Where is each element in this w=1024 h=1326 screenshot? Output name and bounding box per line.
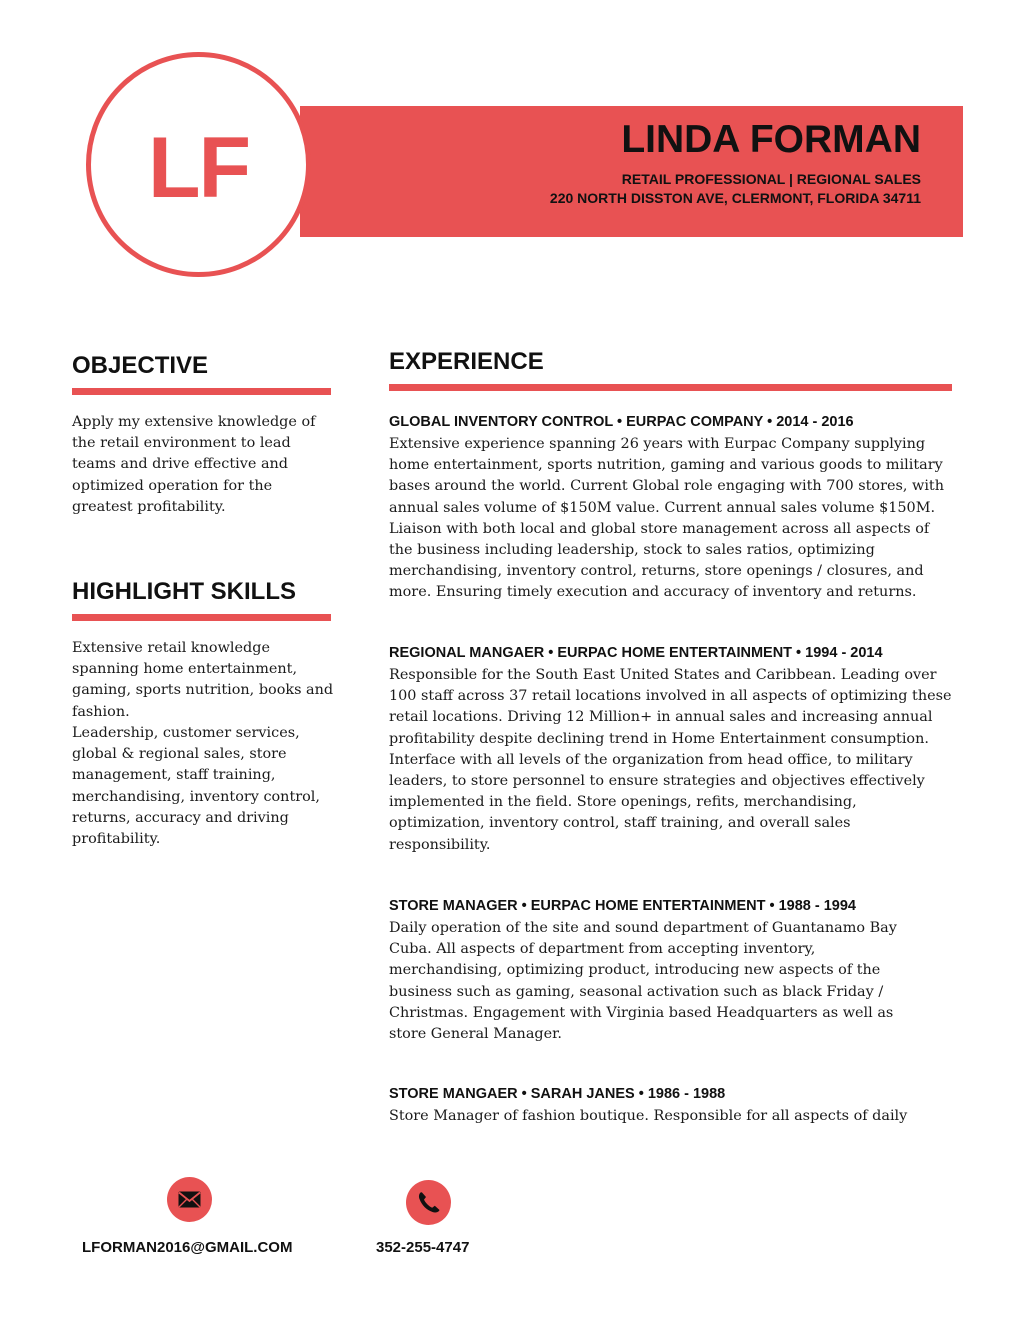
skills-heading: HIGHLIGHT SKILLS: [72, 578, 296, 605]
monogram-initials: LF: [147, 120, 250, 216]
objective-rule: [72, 388, 331, 395]
job-title-4: STORE MANGAER • SARAH JANES • 1986 - 1988: [389, 1086, 726, 1102]
professional-tagline: RETAIL PROFESSIONAL | REGIONAL SALES: [621, 171, 921, 187]
objective-heading: OBJECTIVE: [72, 352, 209, 379]
address: 220 NORTH DISSTON AVE, CLERMONT, FLORIDA 34711: [549, 190, 921, 206]
skills-text-1: Extensive retail knowledge spanning home entertainment, gaming, sports nutrition, books and fashion.: [72, 640, 334, 720]
candidate-name: LINDA FORMAN: [621, 118, 921, 161]
skills-rule: [72, 614, 331, 621]
job-title-3: STORE MANAGER • EURPAC HOME ENTERTAINMENT • 1988 - 1994: [389, 898, 856, 914]
job-title-1: GLOBAL INVENTORY CONTROL • EURPAC COMPANY • 2014 - 2016: [389, 414, 854, 430]
phone-number[interactable]: 352-255-4747: [376, 1239, 470, 1256]
objective-text: Apply my extensive knowledge of the retail environment to lead teams and drive effective and optimized operation for the greatest profitability.: [72, 414, 316, 515]
skills-text-2: Leadership, customer services, global & regional sales, store management, staff training, merchandising, inventory control, returns, accuracy and driving profitability.: [72, 725, 320, 848]
job-description-1: Extensive experience spanning 26 years with Eurpac Company supplying home entertainment, sports nutrition, gaming and various goods to military bases around the world. Current Global role engaging with 700 stores, with annual sales volume of $150M value. Current annual sales volume $150M. Liaison with both local and global store management across all aspects of the business including leadership, stock to sales ratios, optimizing merchandising, inventory control, returns, store openings / closures, and more. Ensuring timely execution and accuracy of inventory and returns.: [389, 436, 944, 601]
email-icon: [167, 1177, 212, 1222]
job-description-2: Responsible for the South East United States and Caribbean. Leading over 100 staff across 37 retail locations involved in all aspects of optimizing these retail locations. Driving 12 Million+ in annual sales and increasing annual profitability despite declining trend in Home Entertainment consumption. Interface with all levels of the organization from head office, to military leaders, to store personnel to ensure strategies and objectives effectively implemented in the field. Store openings, refits, merchandising, optimization, inventory control, staff training, and overall sales responsibility.: [389, 667, 952, 853]
email-address[interactable]: LFORMAN2016@GMAIL.COM: [82, 1239, 293, 1256]
experience-rule: [389, 384, 952, 391]
job-title-2: REGIONAL MANGAER • EURPAC HOME ENTERTAINMENT • 1994 - 2014: [389, 645, 883, 661]
job-description-4: Store Manager of fashion boutique. Responsible for all aspects of daily: [389, 1108, 908, 1124]
monogram-circle: [86, 52, 311, 277]
experience-heading: EXPERIENCE: [389, 348, 544, 375]
phone-icon: [406, 1180, 451, 1225]
job-description-3: Daily operation of the site and sound department of Guantanamo Bay Cuba. All aspects of department from accepting inventory, merchandising, optimizing product, introducing new aspects of the business such as gaming, seasonal activation such as black Friday / Christmas. Engagement with Virginia based Headquarters as well as store General Manager.: [389, 920, 897, 1043]
